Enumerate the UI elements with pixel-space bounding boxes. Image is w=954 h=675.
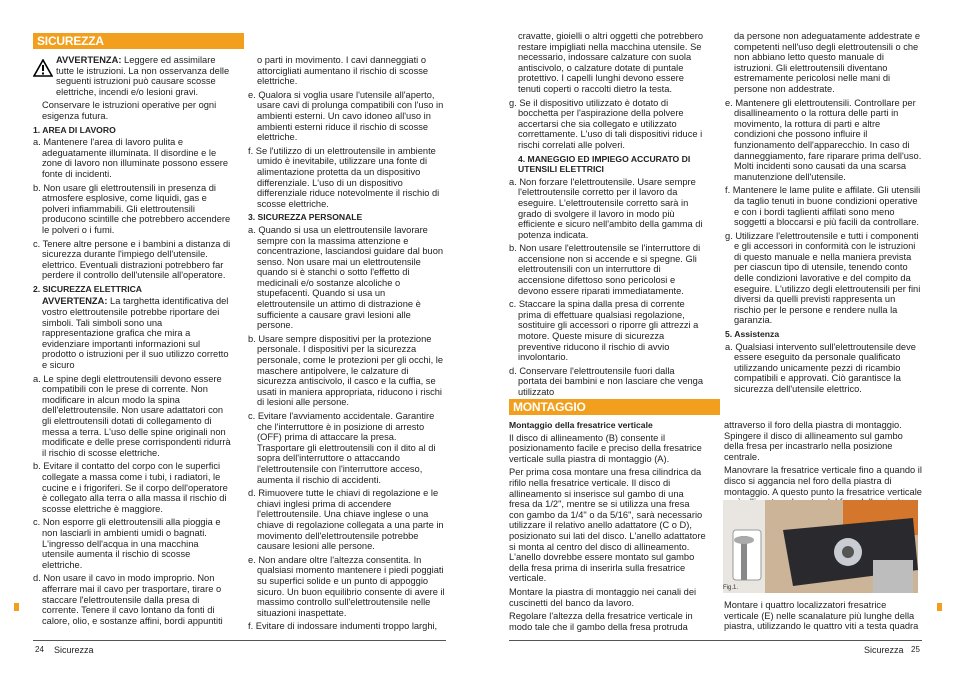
section-header-sicurezza: SICUREZZA — [33, 33, 244, 49]
page-number-right: 25 — [911, 645, 920, 654]
edge-marker-right — [937, 603, 942, 611]
list-item: b. Non usare l'elettroutensile se l'interruttore di accensione non si accende e si spegne. Gli elettroutensili con un interruttore di accensione difettoso sono pericolosi e devono essere riparati immediatamente. — [509, 243, 701, 296]
column-4 — [725, 31, 923, 398]
list-item: d. Conservare l'elettroutensile fuori dalla portata dei bambini e non lasciare che venga utilizzato — [509, 365, 704, 397]
montaggio-column-left — [509, 420, 706, 635]
list-item: f. Se l'utilizzo di un elettroutensile in ambiente umido è inevitabile, utilizzare una fonte di alimentazione protetta da un dispositivo differenziale. L'uso di un dispositivo differenziale riduce notevolmente il rischio di scosse elettriche. — [248, 145, 440, 209]
router-plate-illustration — [723, 500, 918, 593]
list-item: d. Rimuovere tutte le chiavi di regolazione e le chiavi inglesi prima di accendere l'elettroutensile. Una chiave inglese o una chiave di regolazione collegata a una parte in movimento dell'elettroutensile potrebbe causare lesioni alle persone. — [248, 488, 444, 552]
list-item: e. Qualora si voglia usare l'utensile all'aperto, usare cavi di prolunga compatibili con l'uso in ambienti esterni. Un cavo idoneo all'uso in ambienti esterni riduce il rischio di scosse elettriche. — [248, 89, 444, 143]
heading-montaggio-fresatrice: Montaggio della fresatrice verticale — [509, 420, 653, 430]
list-item-continued: o parti in movimento. I cavi danneggiati o attorcigliati aumentano il rischio di scosse elettriche. — [257, 55, 429, 87]
footer-rule-right — [509, 640, 922, 641]
paragraph: Montare i quattro localizzatori fresatrice verticale (E) nelle scanalature più lunghe della piastra, utilizzando le quattro viti a testa quadra — [724, 600, 919, 632]
paragraph: Regolare l'altezza della fresatrice verticale in modo tale che il gambo della fresa protruda — [509, 611, 693, 632]
paragraph: Il disco di allineamento (B) consente il posizionamento facile e preciso della fresatrice verticale sulla piastra di montaggio (A). — [509, 432, 702, 464]
list-item: a. Mantenere l'area di lavoro pulita e adeguatamente illuminata. Il disordine e le zone di lavoro non illuminate possono essere fonte di incidenti. — [33, 137, 229, 179]
section-header-montaggio: MONTAGGIO — [509, 399, 720, 415]
list-item-continued: cravatte, gioielli o altri oggetti che potrebbero restare impigliati nella macchina utensile. Se necessario, indossare calzature con suola antiscivolo, o calzature dotate di puntale protettivo. I capelli lunghi devono essere tenuti coperti o raccolti dietro la testa. — [518, 31, 704, 94]
list-item: d. Non usare il cavo in modo improprio. Non afferrare mai il cavo per trasportare, tirare o staccare l'elettroutensile dalla presa di corrente. Tenere il cavo lontano da fonti di calore, olio, e sostanze affini, bordi appuntiti — [33, 573, 223, 626]
warning-text: Leggere ed assimilare tutte le istruzioni. La non osservanza delle seguenti istruzioni può causare scosse elettriche, incendi e/o lesioni gravi. — [56, 55, 230, 97]
list-item: b. Evitare il contatto del corpo con le superfici collegate a massa come i tubi, i radiatori, le cucine e i frigoriferi. Se il corpo dell'operatore è collegato alla terra o alla massa il rischio di scosse elettriche è maggiore. — [33, 461, 228, 514]
footer-label-left: Sicurezza — [54, 645, 94, 655]
column-3 — [509, 31, 705, 401]
list-item: f. Mantenere le lame pulite e affilate. Gli utensili da taglio tenuti in buone condizioni operative e con i bordi taglienti affilati sono meno soggetti a bloccarsi e più facili da controllare. — [725, 185, 921, 228]
electrical-warning: AVVERTENZA: La targhetta identificativa del vostro elettroutensile potrebbe riportare dei simboli. Tali simboli sono una rappresentazione grafica che mira a evidenziare importanti informazioni sul prodotto o istruzioni per il suo utilizzo corretto e sicuro — [42, 296, 229, 371]
paragraph: Montare la piastra di montaggio nei canali dei cuscinetti del banco da lavoro. — [509, 586, 697, 608]
heading-sicurezza-elettrica: 2. SICUREZZA ELETTRICA — [33, 283, 143, 294]
paragraph: attraverso il foro della piastra di montaggio. Spingere il disco di allineamento sul gambo della fresa per incastrarlo nella posizione centrale. — [724, 420, 903, 462]
list-item: g. Se il dispositivo utilizzato è dotato di bocchetta per l'aspirazione della polvere accertarsi che sia collegato e utilizzato correttamente. L'uso di tali dispositivi riduce i rischi correlati alle polveri. — [509, 97, 703, 150]
list-item: b. Usare sempre dispositivi per la protezione personale. I dispositivi per la sicurezza personale, come le protezioni per gli occhi, le maschere antipolvere, le calzature di sicurezza antiscivolo, il casco e la cuffia, se usati in maniera appropriata, riducono i rischi di lesioni alle persone. — [248, 333, 444, 408]
column-2 — [248, 55, 445, 635]
list-item: e. Non andare oltre l'altezza consentita. In qualsiasi momento mantenere i piedi poggiati su superfici solide e un punto di appoggio sicuro. Un buon equilibrio consente di avere il massimo controllo sull'elettroutensile nelle situazioni inaspettate. — [248, 554, 445, 618]
paragraph: Per prima cosa montare una fresa cilindrica da rifilo nella fresatrice verticale. Il disco di allineamento si inserisce sul gambo di una fresa da 1/2", mentre se si utilizza una fresa con gambo da 1/4" o da 5/16", sarà necessario utilizzare il relativo anello adattatore (C o D), posizionato sui lati del disco. L'anello adattatore si monta al centro del disco di allineamento. L'anello dovrebbe essere montato sul gambo della fresa prima di inserirla sulla fresatrice verticale. — [509, 467, 706, 584]
paragraph: Manovrare la fresatrice verticale fino a quando il disco si aggancia nel foro della piastra di montaggio. A questo punto la fresatrice verticale — [724, 465, 922, 497]
heading-area-di-lavoro: 1. AREA DI LAVORO — [33, 124, 116, 135]
figure-caption: Fig.1. — [723, 585, 739, 591]
list-item: b. Non usare gli elettroutensili in presenza di atmosfere esplosive, come liquidi, gas e polveri infiammabili. Gli elettroutensili producono scintille che potrebbero accendere le polveri o i fumi. — [33, 182, 231, 235]
list-item: a. Non forzare l'elettroutensile. Usare sempre l'elettroutensile corretto per il lavoro da eseguire. L'elettroutensile corretto sarà in grado di svolgere il lavoro in modo più efficiente e sicuro nell'ambito della gamma di potenza indicata. — [509, 176, 703, 240]
footer-label-right: Sicurezza — [864, 645, 904, 655]
warning-title: AVVERTENZA: — [56, 55, 122, 65]
warning-triangle-icon — [33, 59, 53, 77]
heading-sicurezza-personale: 3. SICUREZZA PERSONALE — [248, 212, 363, 223]
list-item: f. Evitare di indossare indumenti troppo larghi, — [248, 621, 438, 632]
figure-router-plate-photo — [723, 500, 918, 593]
page-number-left: 24 — [35, 645, 44, 654]
list-item: e. Mantenere gli elettroutensili. Controllare per disallineamento o la rottura delle parti in movimento, la rottura di parti e altre condizioni che possono influire il funzionamento dell'apparecchio. In caso di danneggiamento, fare riparare prima dell'uso. Molti incidenti sono causati da una scarsa manutenzione dell'utensile. — [725, 97, 922, 182]
list-item: c. Evitare l'avviamento accidentale. Garantire che l'interruttore è in posizione di arresto (OFF) prima di attaccare la presa. Trasportare gli elettroutensili con il dito al di sopra dell'interruttore o attaccando l'elettroutensile con l'interruttore acceso, aumenta il rischio di accidenti. — [248, 411, 436, 485]
list-item: c. Staccare la spina dalla presa di corrente prima di effettuare qualsiasi regolazione, sostituire gli accessori o riporre gli attrezzi a motore. Queste misure di sicurezza preventive riducono il rischio di avvio involontario. — [509, 299, 699, 363]
list-item: a. Le spine degli elettroutensili devono essere compatibili con le prese di corrente. Non modificare in alcun modo la spina dell'elettroutensile. Non usare adattatori con gli elettroutensili dotati di collegamento di messa a terra. L'uso delle spine originali non modificate e delle prese corrispondenti ridurrà il rischio di scosse elettriche. — [33, 373, 231, 458]
heading-maneggio: 4. MANEGGIO ED IMPIEGO ACCURATO DI UTENSILI ELETTRICI — [518, 153, 691, 175]
footer-rule-left — [33, 640, 446, 641]
list-item: c. Tenere altre persone e i bambini a distanza di sicurezza durante l'impiego dell'utensile. elettrico. Eventuali distrazioni potrebbero far perdere il controllo dell'utensile all'operatore. — [33, 238, 231, 281]
warning-block — [33, 55, 232, 97]
edge-marker-left — [14, 603, 19, 611]
list-item: c. Non esporre gli elettroutensili alla pioggia e non lasciarli in ambienti umidi o bagnati. L'ingresso dell'acqua in una macchina utensile aumenta il rischio di scosse elettriche. — [33, 517, 221, 570]
keep-instructions: Conservare le istruzioni operative per ogni esigenza futura. — [42, 100, 217, 121]
montaggio-column-right — [724, 420, 922, 511]
heading-assistenza: 5. Assistenza — [725, 329, 780, 340]
list-item: g. Utilizzare l'elettroutensile e tutti i componenti e gli accessori in conformità con le istruzioni di questo manuale e nella maniera prevista per ciascun tipo di utensile, tenendo conto delle condizioni lavorative e del compito da eseguire. L'utilizzo degli elettroutensili per fini diversi da quelli previsti rappresenta un rischio per le persone e rendere nulla la garanzia. — [725, 230, 921, 326]
column-1 — [33, 55, 232, 629]
list-item: a. Qualsiasi intervento sull'elettroutensile deve essere eseguito da personale qualificato utilizzando unicamente pezzi di ricambio compatibili e approvati. Ciò garantisce la sicurezza dell'utensile elettrico. — [725, 341, 916, 394]
list-item-continued: da persone non adeguatamente addestrate e competenti nell'uso degli elettroutensili o che non abbiano letto questo manuale di istruzioni. Gli elettroutensili diventano estremamente pericolosi nelle mani di persone non addestrate. — [734, 31, 921, 94]
list-item: a. Quando si usa un elettroutensile lavorare sempre con la massima attenzione e concentrazione, lasciandosi guidare dal buon senso. Non usare mai un elettroutensile quando si è stanchi o sotto l'effetto di medicinali e/o sostanze alcoliche o stupefacenti. Quando si usa un elettroutensile un attimo di distrazione è sufficiente a causare gravi lesioni alle persone. — [248, 224, 444, 331]
